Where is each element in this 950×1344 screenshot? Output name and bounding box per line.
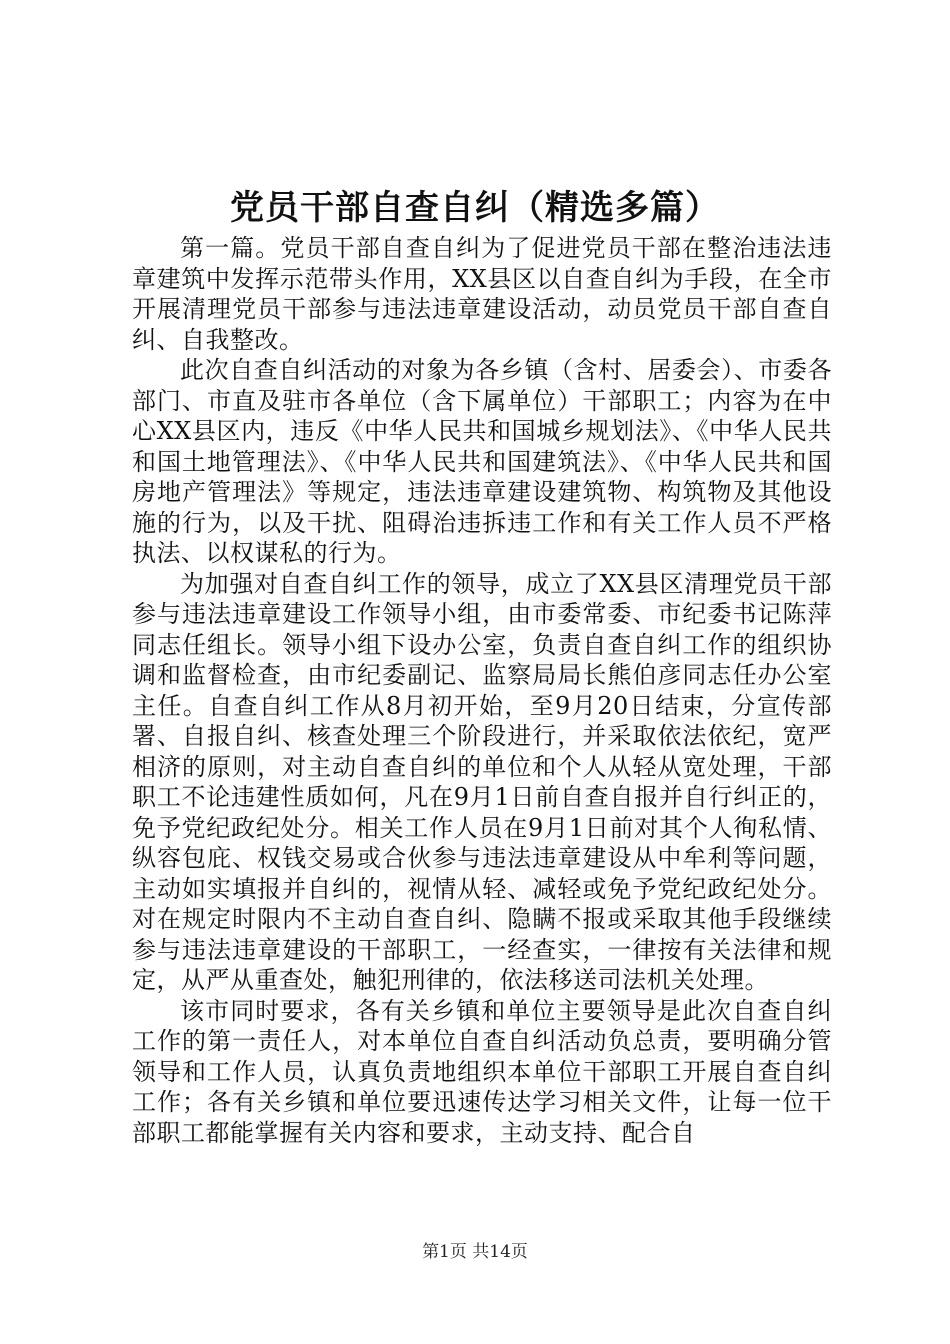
document-title: 党员干部自查自纠（精选多篇） [230,188,720,228]
paragraph-4: 该市同时要求，各有关乡镇和单位主要领导是此次自查自纠工作的第一责任人，对本单位自查自纠活动负总责，要明确分管领导和工作人员，认真负责地组织本单位干部职工开展自查自纠工作；各有关乡镇和单位要迅速传达学习相关文件，让每一位干部职工都能掌握有关内容和要求，主动支持、配合自 [132,996,832,1147]
paragraph-1: 第一篇。党员干部自查自纠为了促进党员干部在整治违法违章建筑中发挥示范带头作用，XX县区以自查自纠为手段，在全市开展清理党员干部参与违法违章建设活动，动员党员干部自查自纠、自我整改。 [132,234,832,354]
paragraph-3: 为加强对自查自纠工作的领导，成立了XX县区清理党员干部参与违法违章建设工作领导小组，由市委常委、市纪委书记陈萍同志任组长。领导小组下设办公室，负责自查自纠工作的组织协调和监督检查，由市纪委副记、监察局局长熊伯彦同志任办公室主任。自查自纠工作从8月初开始，至9月20日结束，分宣传部署、自报自纠、核查处理三个阶段进行，并采取依法依纪，宽严相济的原则，对主动自查自纠的单位和个人从轻从宽处理，干部职工不论违建性质如何，凡在9月1日前自查自报并自行纠正的，免予党纪政纪处分。相关工作人员在9月1日前对其个人徇私情、纵容包庇、权钱交易或合伙参与违法违章建设从中牟利等问题，主动如实填报并自纠的，视情从轻、减轻或免予党纪政纪处分。对在规定时限内不主动自查自纠、隐瞒不报或采取其他手段继续参与违法违章建设的干部职工，一经查实，一律按有关法律和规定，从严从重查处，触犯刑律的，依法移送司法机关处理。 [132,569,832,994]
paragraph-2: 此次自查自纠活动的对象为各乡镇（含村、居委会）、市委各部门、市直及驻市各单位（含下属单位）干部职工；内容为在中心XX县区内，违反《中华人民共和国城乡规划法》、《中华人民共和国土地管理法》、《中华人民共和国建筑法》、《中华人民共和国房地产管理法》等规定，违法违章建设建筑物、构筑物及其他设施的行为，以及干扰、阻碍治违拆违工作和有关工作人员不严格执法、以权谋私的行为。 [132,356,832,567]
page-number-footer: 第1页 共14页 [422,1242,528,1262]
document-body [132,233,832,1148]
